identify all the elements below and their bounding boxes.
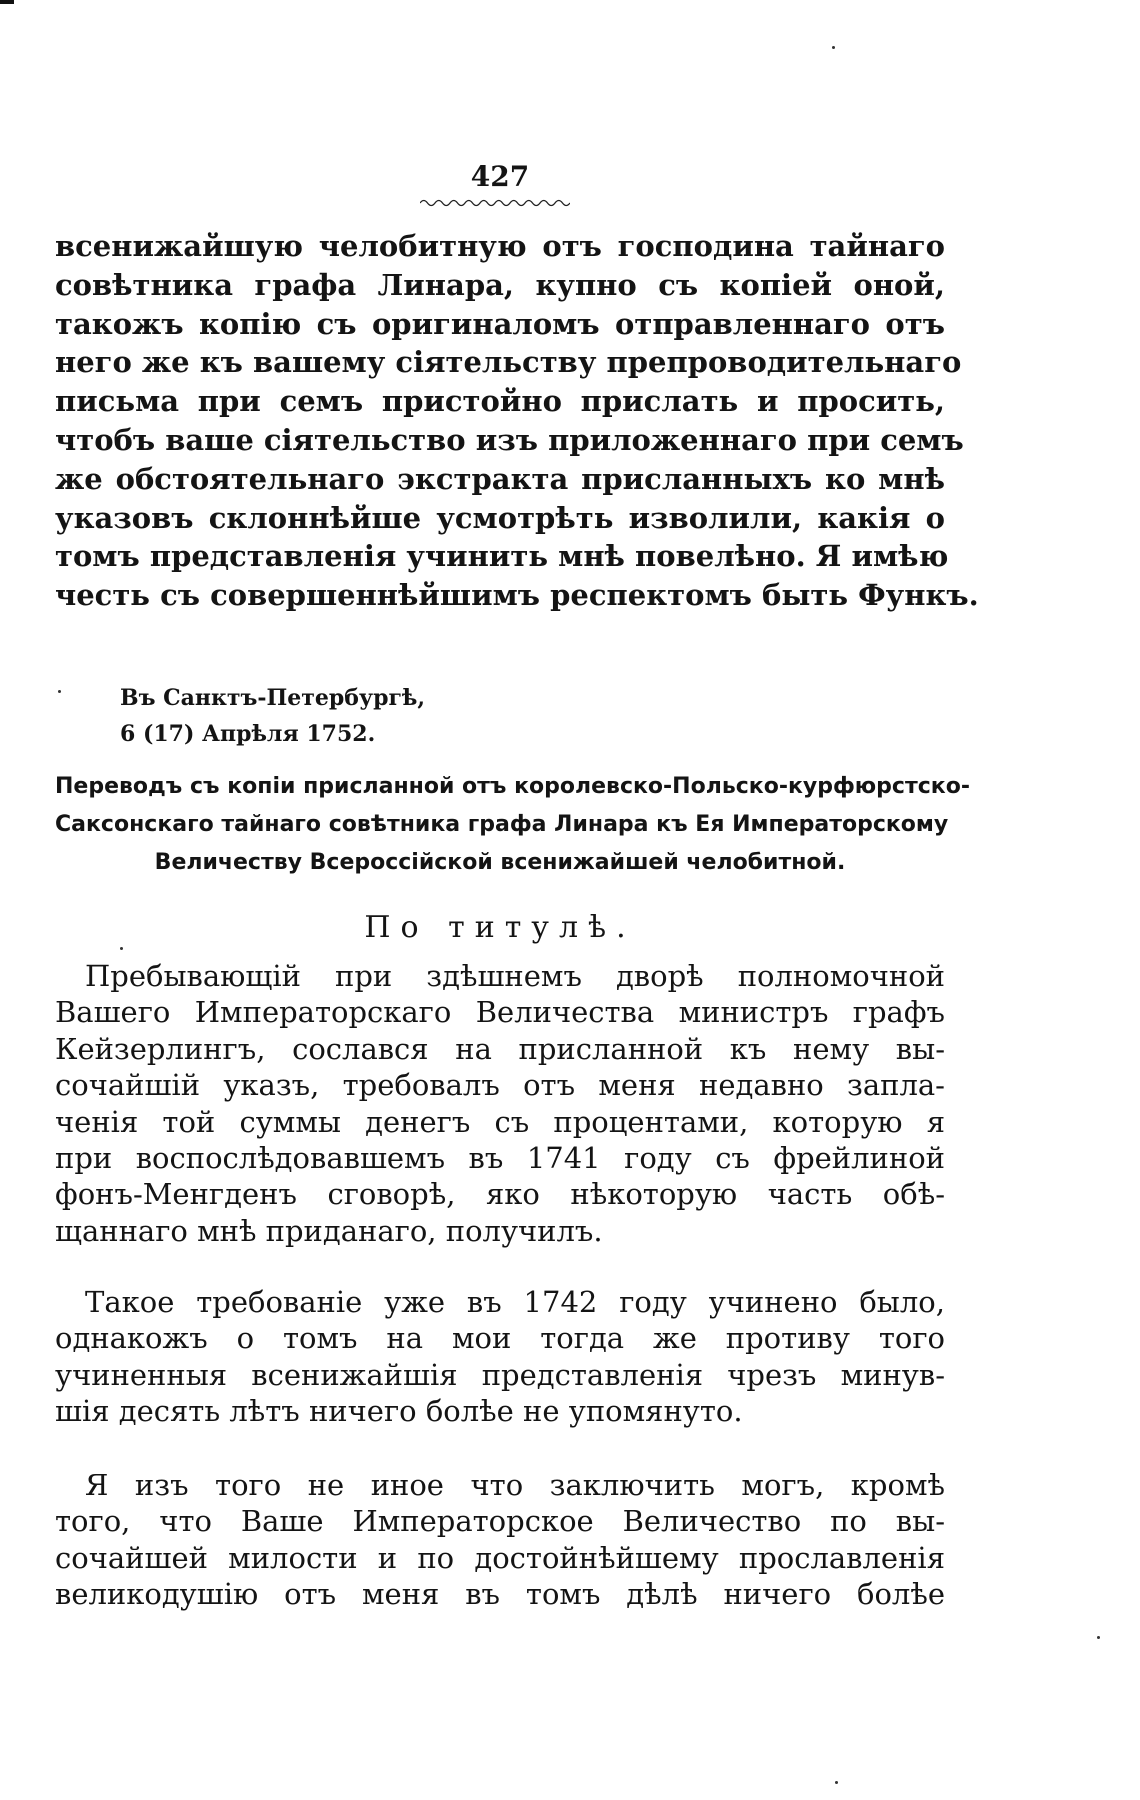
text-line: Я изъ того не иное что заключить могъ, кромѣ: [85, 1468, 945, 1502]
text-line: же обстоятельнаго экстракта присланныхъ ко мнѣ: [55, 461, 945, 496]
scan-speck: [58, 690, 61, 693]
scan-speck: [835, 1781, 838, 1784]
heading-line: Саксонскаго тайнаго совѣтника графа Линара къ Ея Императорскому: [55, 812, 949, 837]
top-paragraph: [55, 227, 979, 615]
text-line: однакожъ о томъ на мои тогда же противу того: [55, 1321, 945, 1356]
text-line: честь съ совершеннѣйшимъ респектомъ быть Функъ.: [55, 578, 979, 613]
text-line: ченія той суммы денегъ съ процентами, которую я: [55, 1104, 945, 1139]
text-line: при воспослѣдовавшемъ въ 1741 году съ фрейлиной: [55, 1141, 945, 1176]
paragraph-2: [55, 1284, 945, 1430]
signature-block: [120, 680, 425, 752]
text-line: Кейзерлингъ, сослався на присланной къ нему вы-: [55, 1031, 945, 1066]
text-line: сочайшей милости и по достойнѣйшему прославленія: [55, 1540, 945, 1575]
text-line: чтобъ ваше сіятельство изъ приложеннаго при семъ: [55, 422, 964, 457]
text-line: всенижайшую челобитную отъ господина тайнаго: [55, 229, 945, 263]
section-heading: [55, 768, 970, 882]
heading-line: Величеству Всероссійской всенижайшей челобитной.: [154, 850, 846, 875]
text-line: фонъ-Менгденъ сговорѣ, яко нѣкоторую часть обѣ-: [55, 1177, 945, 1212]
signature-date: 6 (17) Апрѣля 1752.: [120, 721, 376, 747]
paragraph-1: [55, 958, 945, 1249]
signature-place: Въ Санктъ-Петербургѣ,: [120, 685, 426, 711]
text-line: шія десять лѣтъ ничего болѣе не упомянуто.: [55, 1394, 743, 1429]
text-line: него же къ вашему сіятельству препроводительнаго: [55, 345, 962, 380]
scan-corner-mark: [0, 0, 14, 4]
heading-line: Переводъ съ копіи присланной отъ королевско-Польско-курфюрстско-: [55, 774, 970, 799]
text-line: совѣтника графа Линара, купно съ копіей оной,: [55, 267, 945, 302]
subheading: По титулѣ.: [364, 910, 636, 945]
text-line: сочайшій указъ, требовалъ отъ меня недавно запла-: [55, 1068, 945, 1103]
text-line: Вашего Императорскаго Величества министръ графъ: [55, 995, 945, 1030]
paragraph-3: [55, 1467, 945, 1613]
text-line: письма при семъ пристойно прислать и просить,: [55, 384, 945, 419]
text-line: указовъ склоннѣйше усмотрѣть изволили, какія о: [55, 500, 945, 535]
scan-speck: [832, 46, 835, 49]
text-line: великодушію отъ меня въ томъ дѣлѣ ничего болѣе: [55, 1577, 945, 1612]
scan-speck: [1097, 1636, 1100, 1639]
text-line: Такое требованіе уже въ 1742 году учинено было,: [85, 1285, 945, 1319]
scan-speck: [120, 947, 123, 950]
page-number: 427: [470, 160, 530, 193]
text-line: учиненныя всенижайшія представленія чрезъ минув-: [55, 1357, 945, 1392]
text-line: томъ представленія учинить мнѣ повелѣно. Я имѣю: [55, 539, 949, 574]
text-line: Пребывающій при здѣшнемъ дворѣ полномочной: [85, 959, 945, 993]
decorative-wavy-rule: [420, 198, 570, 208]
text-line: того, что Ваше Императорское Величество по вы-: [55, 1504, 945, 1539]
text-line: щаннаго мнѣ приданаго, получилъ.: [55, 1213, 603, 1248]
text-line: такожъ копію съ оригиналомъ отправленнаго отъ: [55, 306, 945, 341]
